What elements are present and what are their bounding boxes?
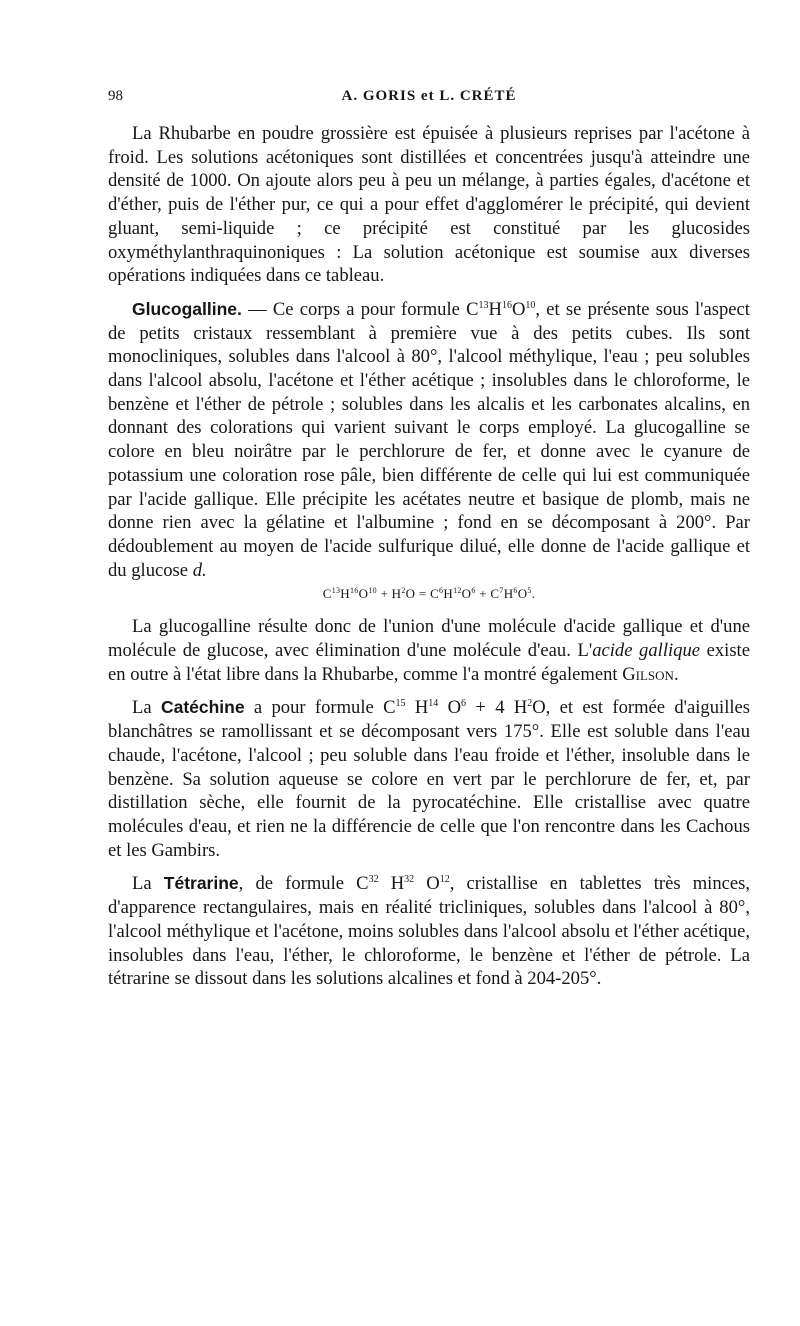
eq-sub: 10 xyxy=(368,586,377,596)
paragraph-glucogalline xyxy=(108,298,750,582)
eq-sub: 6 xyxy=(439,586,444,596)
eq-sub: 13 xyxy=(331,586,341,596)
eq-part: H xyxy=(443,586,454,602)
formula-subscript: 15 xyxy=(395,698,406,710)
formula-subscript: 6 xyxy=(461,698,467,710)
term-tetrarine: Tétrarine xyxy=(163,873,239,894)
eq-part: O xyxy=(461,586,472,602)
acide-gallique-italic: acide gallique xyxy=(592,640,700,662)
formula-subscript: 10 xyxy=(525,299,536,311)
formula-subscript: 2 xyxy=(527,698,533,710)
term-glucogalline: Glucogalline. xyxy=(132,298,242,319)
formula-subscript: 32 xyxy=(368,874,379,886)
eq-sub: 7 xyxy=(499,586,504,596)
eq-part: . xyxy=(531,586,536,602)
eq-sub: 5 xyxy=(527,586,532,596)
formula-part: H xyxy=(405,697,429,719)
result-text: La glucogalline résulte donc de l'union d'une molécule d'acide gallique et d'une molécule de glucose, avec élimination d'une molécule d'eau. L' xyxy=(108,616,750,662)
term-catechine: Catéchine xyxy=(160,697,245,718)
formula-part: O xyxy=(438,697,462,719)
page-number: 98 xyxy=(108,88,123,104)
result-text: existe en outre à l'état libre dans la Rhubarbe, comme l'a montré également xyxy=(108,640,750,685)
formula-subscript: 14 xyxy=(428,698,439,710)
glucogalline-formula-lead: — Ce corps a pour formule C xyxy=(241,298,479,320)
formula-part: a pour formule C xyxy=(244,697,396,719)
glucogalline-description: , et se présente sous l'aspect de petits cristaux ressemblant à première vue à des petits cubes. Ils sont monocliniques, solubles dans l'alcool à 80°, l'alcool méthylique, l'eau ; peu solubles dans l'alcool absolu, l'acétone et l'éther acétique ; insolubles dans le chloroforme, le benzène et l'éther de pétrole ; solubles dans les alcalis et les carbonates alcalins, en donnant des colorations qui varient suivant le corps employé. La glucogalline se colore en bleu noirâtre par le perchlorure de fer, et donne avec le cyanure de potassium une coloration rose pâle, bien différente de celle qui lui est communiquée par l'acide gallique. Elle précipite les acétates neutre et basique de plomb, mais ne donne rien avec la gélatine et l'albumine ; fond en se décomposant à 200°. Par dédoublement au moyen de l'acide sulfurique dilué, elle donne de l'acide gallique et du glucose xyxy=(108,298,750,581)
eq-part: + C xyxy=(475,586,500,602)
paragraph-result xyxy=(108,615,750,686)
eq-part: C xyxy=(322,586,332,602)
formula-subscript: 12 xyxy=(439,874,450,886)
chemical-equation xyxy=(108,586,750,602)
eq-sub: 2 xyxy=(401,586,406,596)
tetrarine-lead: La xyxy=(132,873,164,895)
eq-part: H xyxy=(340,586,350,602)
formula-part: O xyxy=(414,873,440,895)
eq-sub: 6 xyxy=(513,586,518,596)
running-head: A. GORIS et L. CRÉTÉ xyxy=(341,88,517,104)
intro-text: La Rhubarbe en poudre grossière est épuisée à plusieurs reprises par l'acétone à froid. Les solutions acétoniques sont distillées et concentrées jusqu'à atteindre une densité de 1000. On ajoute alors peu à peu un mélange, à parties égales, d'acétone et d'éther, puis de l'éther pur, ce qui a pour effet d'agglomérer le précipité, qui devient gluant, semi-liquide ; ce précipité est constitué par les glucosides oxyméthylanthraquinoniques : La solution acétonique est soumise aux diverses opérations indiquées dans ce tableau. xyxy=(108,123,750,287)
catechine-description: O, et est formée d'aiguilles blanchâtres se ramollissant et se décomposant vers 175°. Elle est soluble dans l'eau chaude, l'acétone, l'alcool ; peu soluble dans l'eau froide et l'éther, insoluble dans le benzène. Sa solution aqueuse se colore en vert par le perchlorure de fer, et, par distillation sèche, elle fournit de la pyrocatéchine. Elle cristallise avec quatre molécules d'eau, et rien ne la différencie de celle que l'on rencontre dans les Cachous et les Gambirs. xyxy=(108,697,751,861)
eq-part: O xyxy=(517,586,528,602)
eq-part: O = C xyxy=(405,586,440,602)
page-header xyxy=(108,88,750,122)
tetrarine-description: , cristallise en tablettes très minces, d'apparence rectangulaires, mais en réalité tricliniques, solubles dans l'alcool à 80°, l'alcool méthylique et l'acétone, moins solubles dans l'alcool absolu et l'éther acétique, insolubles dans l'eau, l'éther, le chloroforme, le benzène et l'éther de pétrole. La tétrarine se dissout dans les solutions alcalines et fond à 204-205°. xyxy=(108,873,751,990)
author-gilson: Gilson xyxy=(622,663,674,685)
result-text: . xyxy=(673,663,679,685)
eq-part: O xyxy=(358,586,369,602)
paragraph-intro xyxy=(108,122,750,288)
formula-element: H xyxy=(488,298,502,320)
glucose-d-italic: d. xyxy=(192,559,207,581)
formula-part: H xyxy=(378,873,405,895)
formula-subscript: 32 xyxy=(404,874,415,886)
catechine-lead: La xyxy=(132,697,161,719)
eq-sub: 16 xyxy=(350,586,359,596)
paragraph-tetrarine xyxy=(108,872,750,991)
eq-sub: 6 xyxy=(471,586,476,596)
formula-part: + 4 H xyxy=(466,697,528,719)
formula-subscript: 13 xyxy=(478,299,489,311)
eq-part: + H xyxy=(376,586,402,602)
eq-sub: 12 xyxy=(453,586,462,596)
formula-subscript: 16 xyxy=(501,299,512,311)
formula-part: , de formule C xyxy=(238,873,369,895)
paragraph-catechine xyxy=(108,696,750,862)
eq-part: H xyxy=(503,586,514,602)
formula-element: O xyxy=(511,298,526,320)
